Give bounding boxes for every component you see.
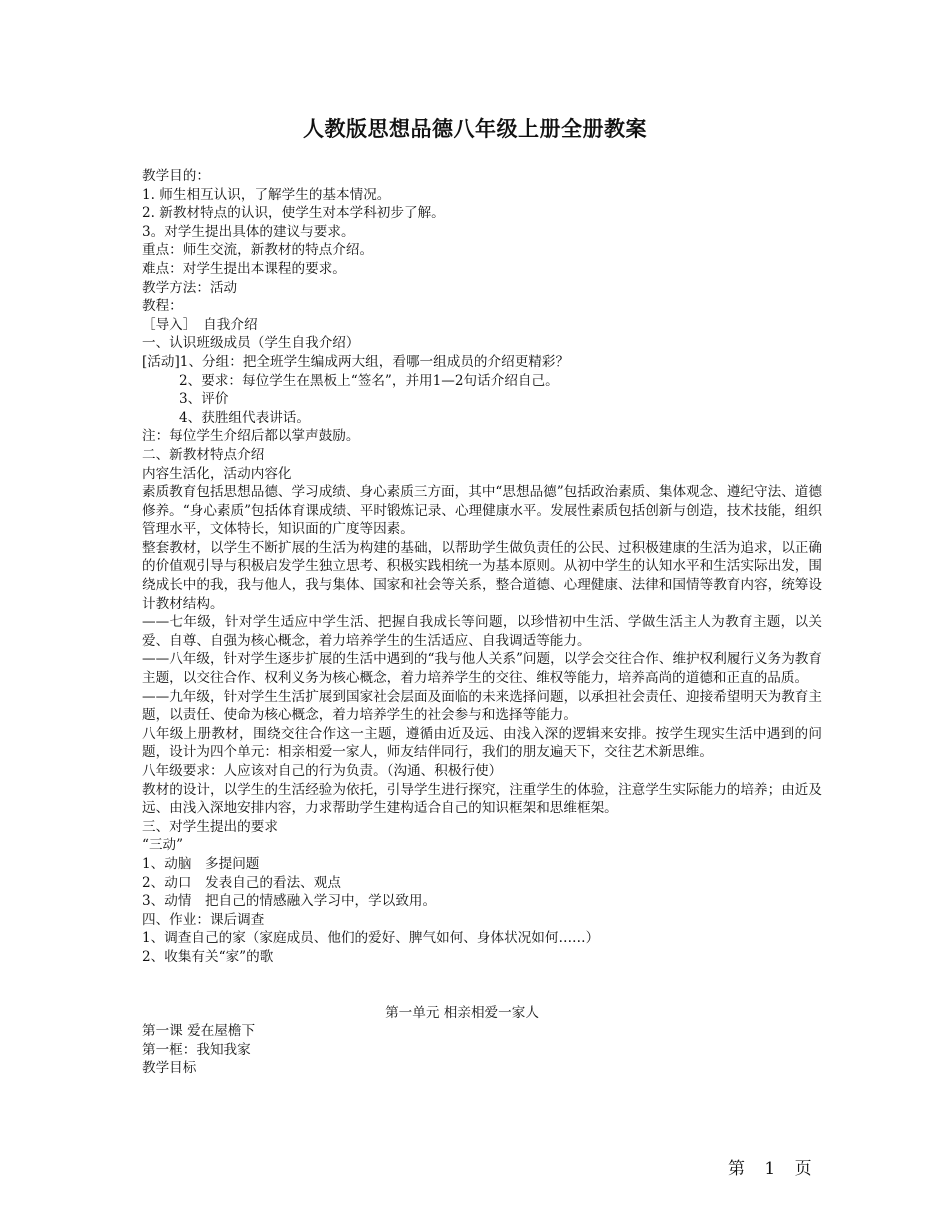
document-title: 人教版思想品德八年级上册全册教案 (303, 117, 647, 141)
paragraph: ——九年级，针对学生生活扩展到国家社会层面及面临的未来选择问题，以承担社会责任、迎接希望明天为教育主题，以责任、使命为核心概念，着力培养学生的社会参与和选择等能力。 (142, 688, 822, 724)
text-line: 八年级要求：人应该对自己的行为负责。（沟通、积极行使） (142, 763, 503, 779)
section-heading: 二、新教材特点介绍 (142, 446, 265, 463)
text-line: 3、动情 把自己的情感融入学习中，学以致用。 (142, 893, 437, 910)
text-line: 教学方法：活动 (142, 279, 238, 296)
text-line: 难点：对学生提出本课程的要求。 (142, 260, 346, 277)
lesson-subtitle: 第一框：我知我家 (142, 1041, 251, 1058)
lesson-objectives-heading: 教学目标 (142, 1060, 197, 1077)
page-number: 第 1 页 (728, 1159, 812, 1179)
text-line: 1、动脑 多提问题 (142, 855, 260, 872)
paragraph: ——八年级，针对学生逐步扩展的生活中遇到的“我与他人关系”问题，以学会交往合作、维护权利履行义务为教育主题，以交往合作、权利义务为核心概念，着力培养学生的交往、维权等能力，培养高尚的道德和正直的品质。 (142, 651, 822, 687)
section-heading: 四、作业：课后调查 (142, 911, 265, 928)
text-line: 4、获胜组代表讲话。 (179, 409, 310, 426)
text-line: 2. 新教材特点的认识，使学生对本学科初步了解。 (142, 205, 445, 222)
text-line: 内容生活化，活动内容化 (142, 465, 292, 482)
text-line: 2、要求：每位学生在黑板上“签名”，并用1—2句话介绍自己。 (179, 372, 559, 389)
text-line: 2、收集有关“家”的歌 (142, 948, 274, 965)
paragraph: ——七年级，针对学生适应中学生活、把握自我成长等问题，以珍惜初中生活、学做生活主人为教育主题，以关爱、自尊、自强为核心概念，着力培养学生的生活适应、自我调适等能力。 (142, 614, 822, 649)
section-heading: 一、认识班级成员（学生自我介绍） (142, 335, 360, 352)
text-line: 教学目的： (142, 168, 210, 184)
text-line: 3、评价 (179, 391, 229, 408)
text-line: ［导入］ 自我介绍 (142, 316, 258, 333)
text-line: 1. 师生相互认识，了解学生的基本情况。 (142, 186, 391, 203)
text-line: “三动” (142, 837, 184, 854)
text-line: 重点：师生交流，新教材的特点介绍。 (142, 242, 374, 259)
unit-heading: 第一单元 相亲相爱一家人 (385, 1004, 539, 1021)
paragraph: 教材的设计，以学生的生活经验为依托，引导学生进行探究，注重学生的体验，注意学生实际能力的培养；由近及远、由浅入深地安排内容，力求帮助学生建构适合自己的知识框架和思维框架。 (142, 781, 822, 817)
text-line: 3。对学生提出具体的建议与要求。 (142, 223, 355, 240)
text-line: [活动]1、分组：把全班学生编成两大组，看哪一组成员的介绍更精彩？ (142, 353, 570, 370)
paragraph: 整套教材，以学生不断扩展的生活为构建的基础，以帮助学生做负责任的公民、过积极建康的生活为追求，以正确的价值观引导与积极启发学生独立思考、积极实践相统一为基本原则。从初中学生的认知水平和生活实际出发，围绕成长中的我，我与他人，我与集体、国家和社会等关系，整合道德、心理健康、法律和国情等教育内容，统筹设计教材结构。 (142, 539, 822, 612)
text-line: 2、动口 发表自己的看法、观点 (142, 874, 341, 891)
paragraph: 素质教育包括思想品德、学习成绩、身心素质三方面，其中“思想品德”包括政治素质、集体观念、遵纪守法、道德修养。“身心素质”包括体育课成绩、平时锻炼记录、心理健康水平。发展性素质包括创新与创造，技术技能，组织管理水平，文体特长，知识面的广度等因素。 (142, 484, 822, 538)
paragraph: 八年级上册教材，围绕交往合作这一主题，遵循由近及远、由浅入深的逻辑来安排。按学生现实生活中遇到的问题，设计为四个单元：相亲相爱一家人，师友结伴同行，我们的朋友遍天下，交往艺术新思维。 (142, 725, 822, 761)
document-body (142, 167, 822, 1078)
vertical-spacer (142, 967, 822, 1004)
text-line: 注：每位学生介绍后都以掌声鼓励。 (142, 428, 360, 445)
section-heading: 三、对学生提出的要求 (142, 818, 278, 835)
lesson-title: 第一课 爱在屋檐下 (142, 1023, 256, 1040)
text-line: 1、调查自己的家（家庭成员、他们的爱好、脾气如何、身体状况如何……） (142, 930, 600, 947)
text-line: 教程： (142, 298, 183, 315)
